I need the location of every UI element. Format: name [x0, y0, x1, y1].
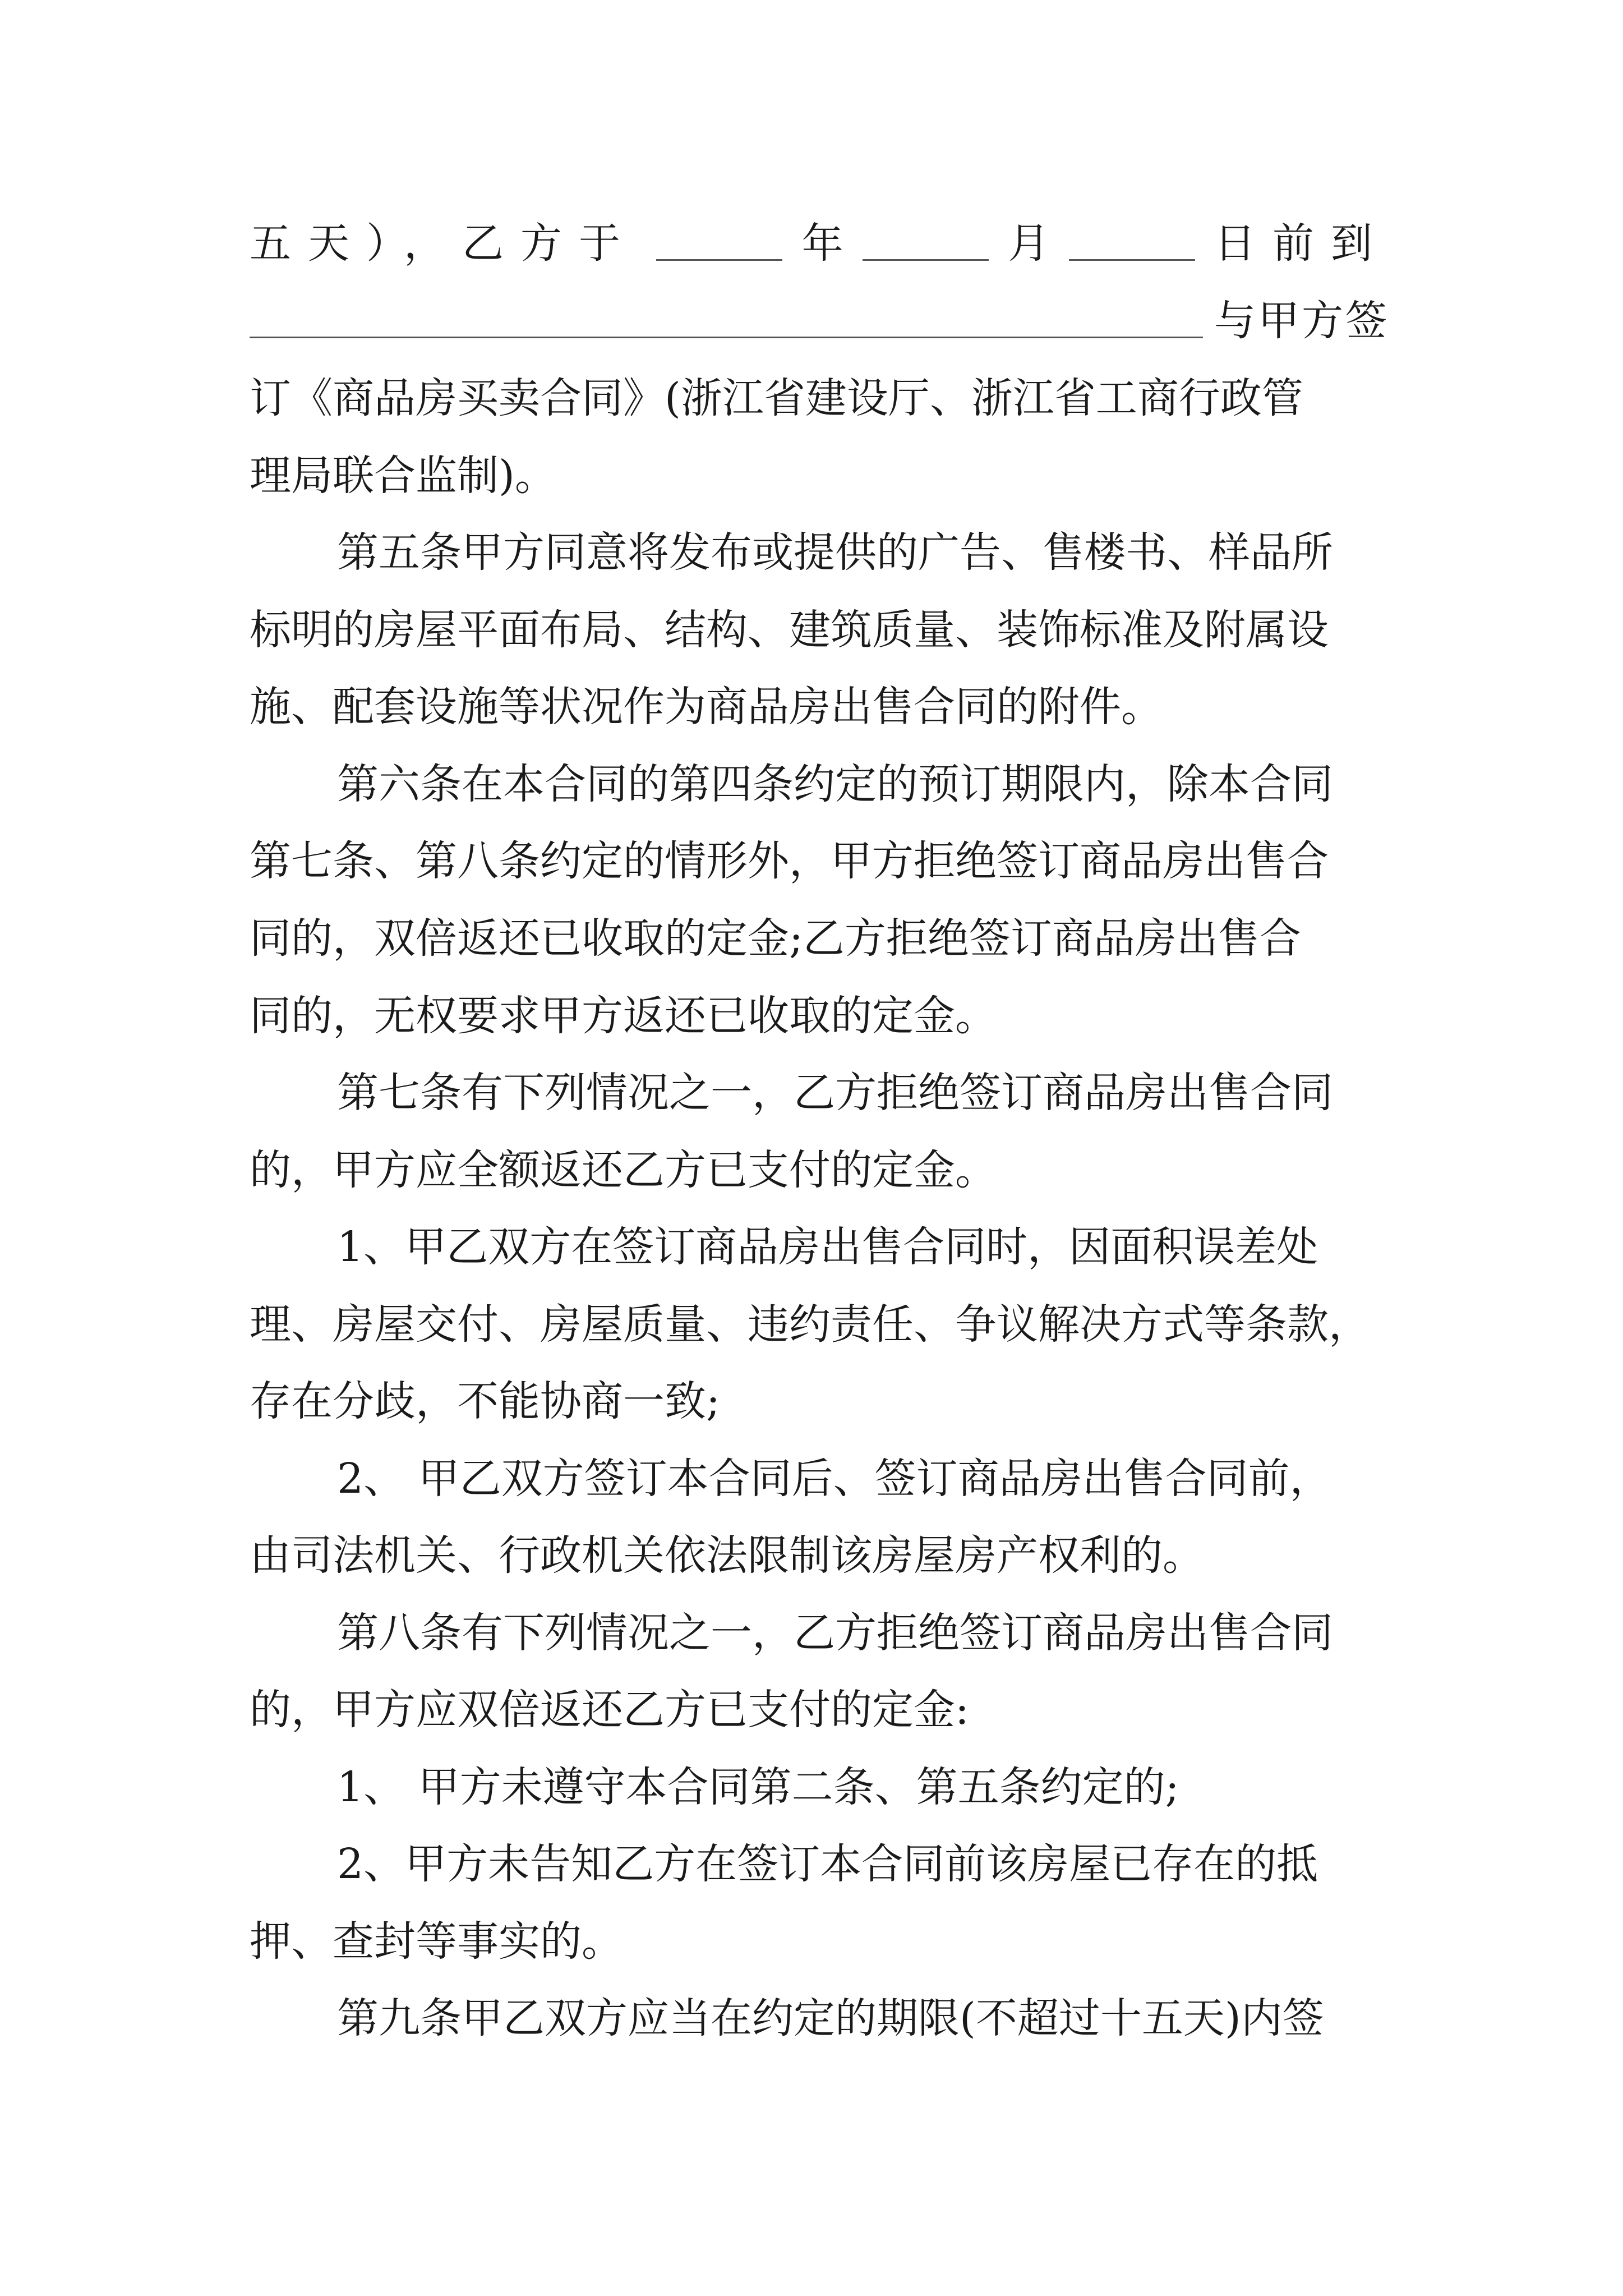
text-line-19: 第八条有下列情况之一，乙方拒绝签订商品房出售合同 [337, 1609, 1333, 1657]
text-line-16: 存在分歧，不能协商一致; [250, 1377, 720, 1425]
text-line-14: 1、甲乙双方在签订商品房出售合同时，因面积误差处 [337, 1223, 1318, 1271]
day-blank[interactable] [1069, 227, 1195, 261]
text-line-17: 2、 甲乙双方签订本合同后、签订商品房出售合同前， [337, 1455, 1331, 1503]
month-label: 月 [1008, 219, 1050, 268]
text-line-20: 的，甲方应双倍返还乙方已支付的定金: [250, 1686, 969, 1734]
year-blank[interactable] [656, 227, 782, 261]
text-line-4: 理局联合监制)。 [250, 452, 556, 500]
text-line-15: 理、房屋交付、房屋质量、违约责任、争议解决方式等条款， [250, 1300, 1370, 1349]
text-line-24: 第九条甲乙双方应当在约定的期限(不超过十五天)内签 [337, 1994, 1324, 2042]
text-line-9: 第七条、第八条约定的情形外，甲方拒绝签订商品房出售合 [250, 837, 1329, 885]
text-line-6: 标明的房屋平面布局、结构、建筑质量、装饰标准及附属设 [250, 606, 1329, 654]
text-line-12: 第七条有下列情况之一，乙方拒绝签订商品房出售合同 [337, 1069, 1333, 1117]
month-blank[interactable] [863, 227, 989, 261]
text-line-3: 订《商品房买卖合同》(浙江省建设厅、浙江省工商行政管 [250, 374, 1303, 422]
day-label: 日前到 [1214, 219, 1389, 268]
text-fragment: 与甲方签 [1214, 297, 1389, 345]
text-line-22: 2、甲方未告知乙方在签订本合同前该房屋已存在的抵 [337, 1840, 1318, 1888]
text-line-7: 施、配套设施等状况作为商品房出售合同的附件。 [250, 683, 1163, 731]
text-line-5: 第五条甲方同意将发布或提供的广告、售楼书、样品所 [337, 528, 1333, 577]
text-line-13: 的，甲方应全额返还乙方已支付的定金。 [250, 1146, 997, 1194]
text-line-2 [250, 290, 1389, 352]
year-label: 年 [801, 219, 843, 268]
text-line-1 [250, 213, 1389, 274]
text-fragment: 五天），乙方于 [250, 219, 637, 268]
text-line-11: 同的，无权要求甲方返还已收取的定金。 [250, 992, 997, 1040]
location-blank[interactable] [250, 304, 1203, 338]
text-line-21: 1、 甲方未遵守本合同第二条、第五条约定的; [337, 1763, 1179, 1811]
text-line-18: 由司法机关、行政机关依法限制该房屋房产权利的。 [250, 1531, 1204, 1580]
text-line-10: 同的，双倍返还已收取的定金;乙方拒绝签订商品房出售合 [250, 914, 1301, 963]
text-line-8: 第六条在本合同的第四条约定的预订期限内，除本合同 [337, 760, 1333, 808]
text-line-23: 押、查封等事实的。 [250, 1917, 623, 1966]
